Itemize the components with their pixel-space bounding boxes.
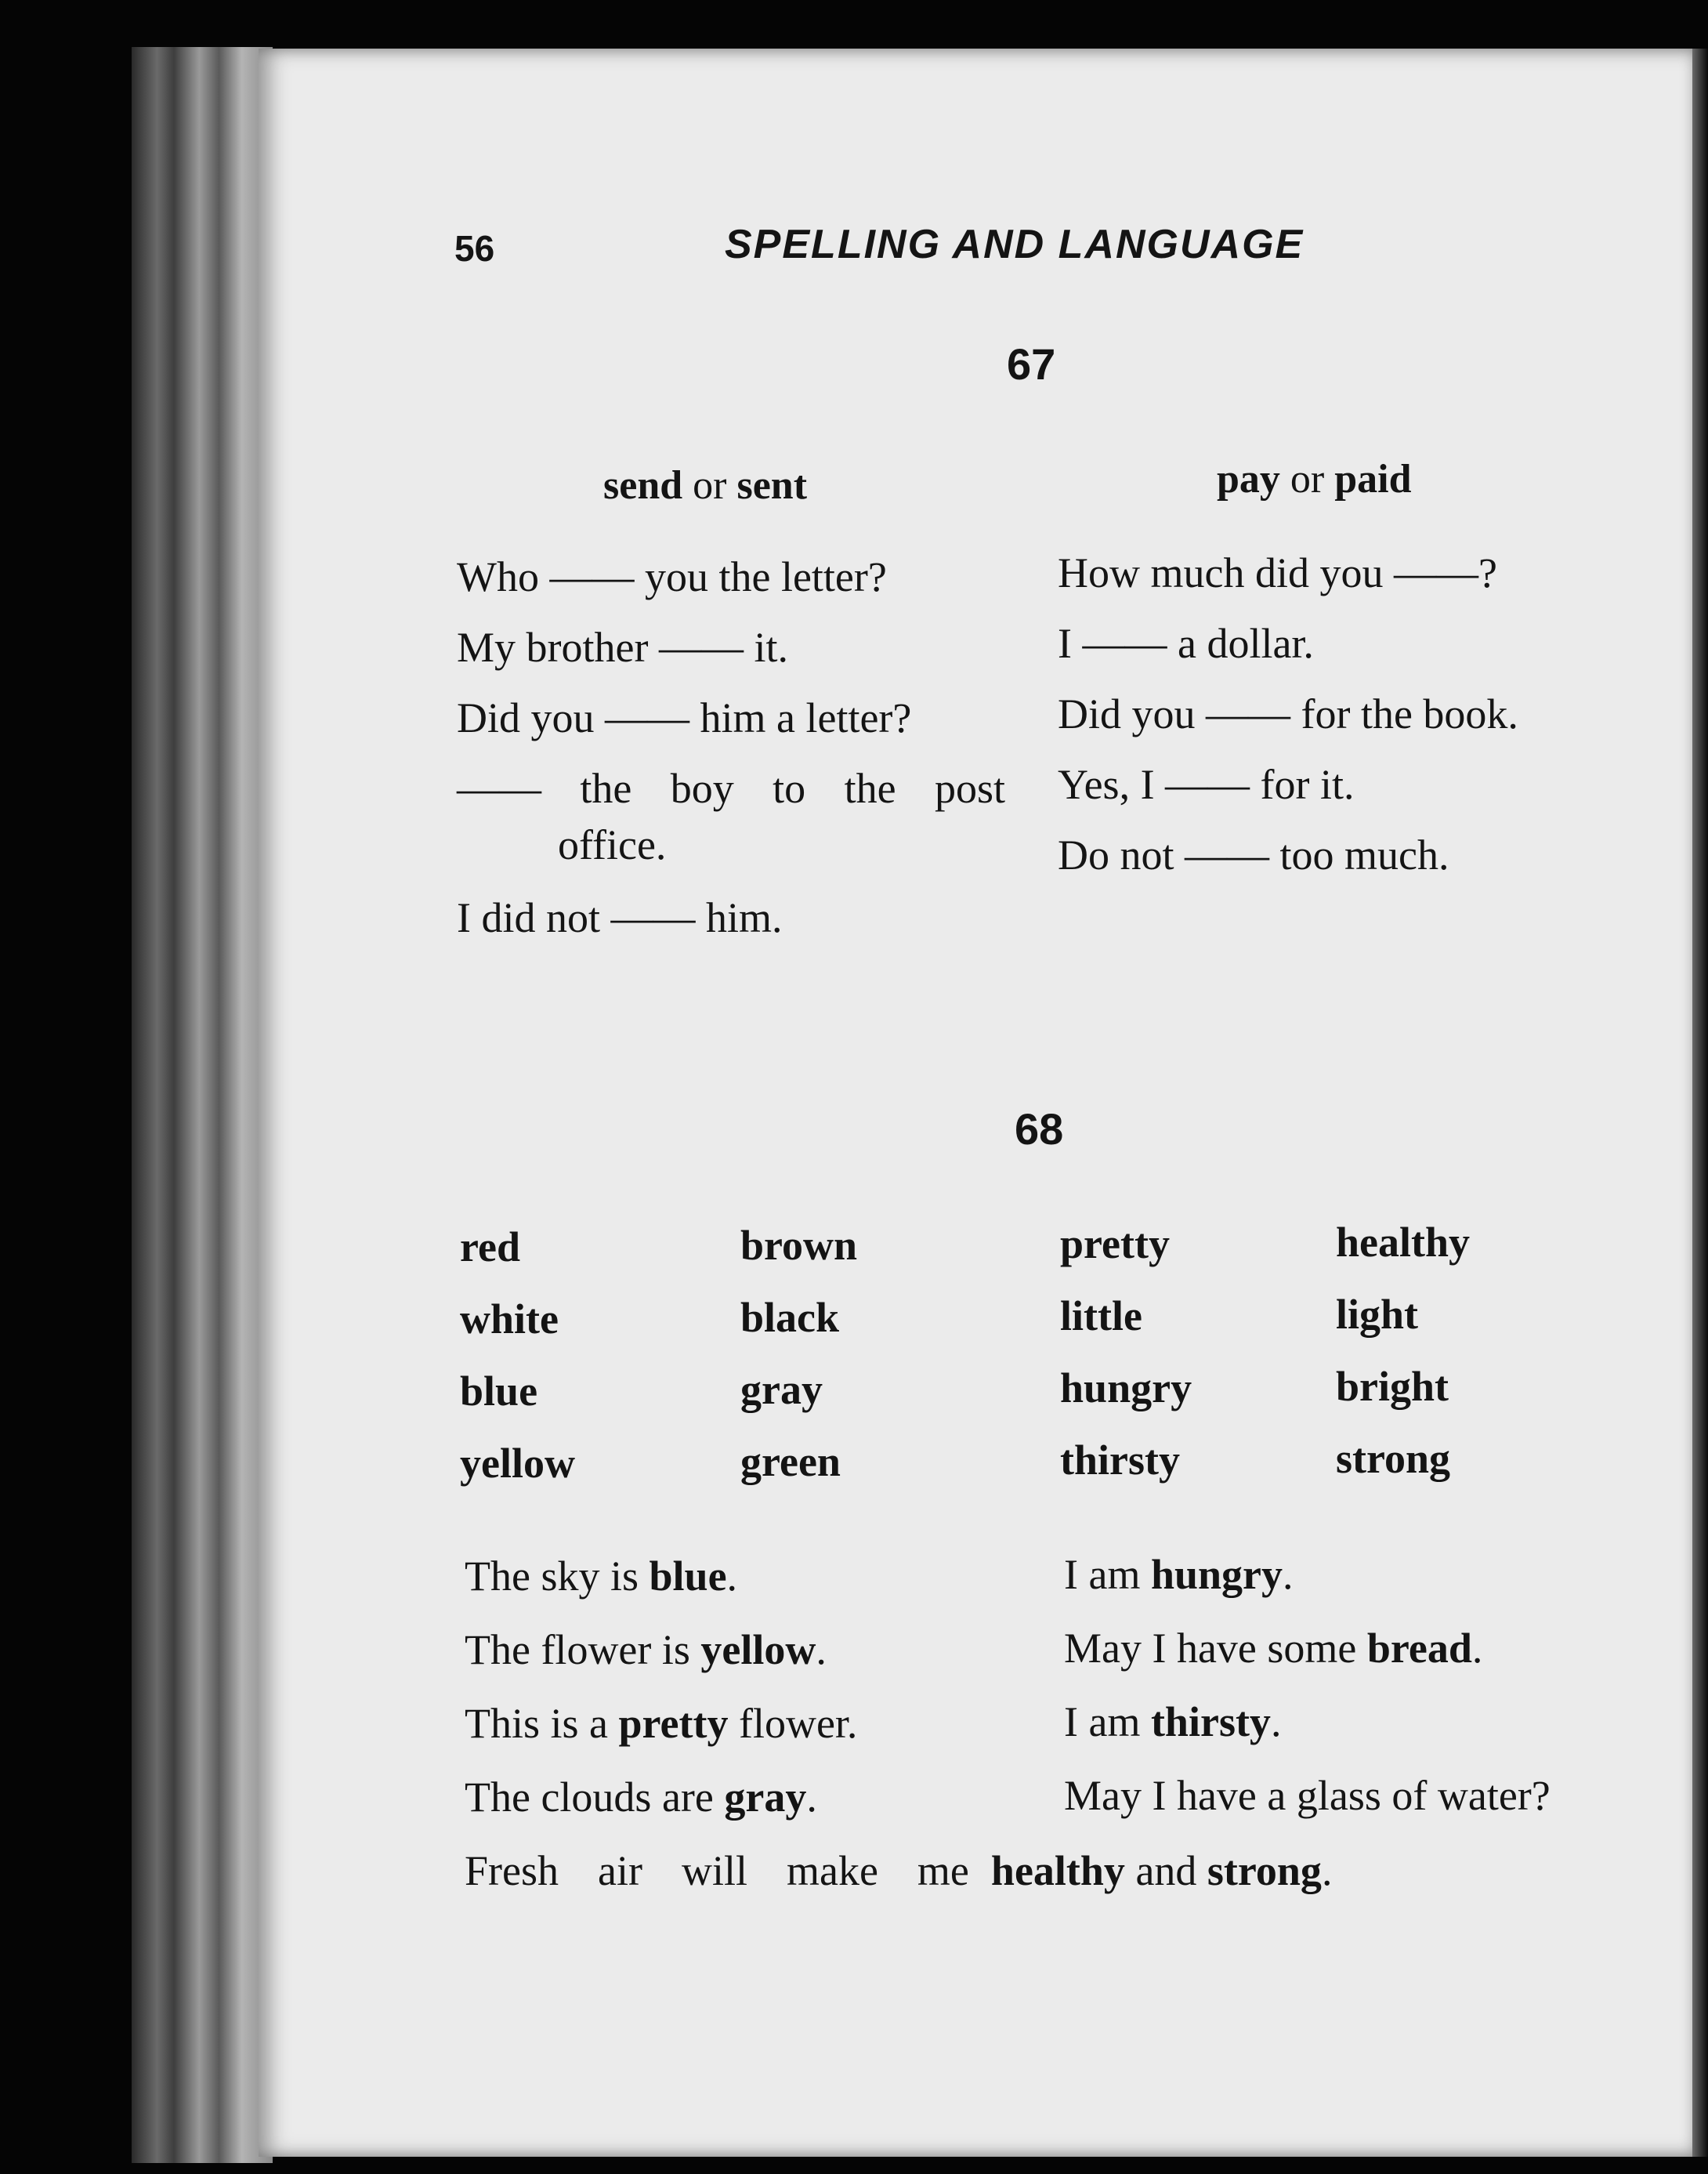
section-number-68: 68 [1015,1104,1064,1154]
line-word: the [580,765,632,812]
line-word: post [934,765,1005,812]
vocab-word: green [740,1438,841,1485]
left-heading [603,462,807,509]
vocab-word: blue [460,1368,538,1415]
exercise-line: Do not —— too much. [1058,832,1449,879]
page-edge [1692,49,1708,2157]
section-number-67: 67 [1007,339,1056,389]
example-sentence: The clouds are gray. [465,1774,817,1821]
closing-sentence: Fresh air will make me healthy and strong. [465,1847,1333,1894]
running-title: SPELLING AND LANGUAGE [725,222,1305,267]
exercise-line: Did you —— for the book. [1058,690,1518,737]
exercise-line: Yes, I —— for it. [1058,761,1355,808]
exercise-line: How much did you ——? [1058,549,1497,596]
heading-word: send [603,463,683,508]
exercise-line: My brother —— it. [457,624,788,671]
vocab-word: white [460,1295,559,1342]
line-word: —— [457,765,541,812]
book-edge [132,47,273,2163]
page-number: 56 [454,228,495,269]
exercise-line: Who —— you the letter? [457,553,887,600]
page [259,49,1700,2157]
example-sentence: The sky is blue. [465,1553,738,1600]
example-sentence: This is a pretty flower. [465,1700,858,1747]
vocab-word: brown [740,1222,858,1269]
vocab-word: black [740,1294,840,1341]
right-heading [1217,456,1412,502]
exercise-line [457,764,1005,813]
exercise-line: Did you —— him a letter? [457,694,912,741]
vocab-word: little [1060,1292,1142,1339]
vocab-word: healthy [1336,1219,1471,1266]
line-word: to [773,765,806,812]
line-word: boy [670,765,734,812]
exercise-line: I did not —— him. [457,894,783,941]
heading-or: or [693,463,727,508]
vocab-word: light [1336,1291,1419,1338]
vocab-word: red [460,1223,520,1270]
vocab-word: thirsty [1060,1437,1180,1484]
exercise-line: I —— a dollar. [1058,620,1314,667]
example-sentence: May I have some bread. [1064,1625,1483,1672]
heading-or: or [1290,457,1325,502]
vocab-word: pretty [1060,1220,1170,1267]
line-word: the [844,765,896,812]
example-sentence: I am hungry. [1064,1551,1294,1598]
vocab-word: bright [1336,1363,1449,1410]
example-sentence: May I have a glass of water? [1064,1772,1551,1819]
heading-word: sent [736,463,808,508]
vocab-word: hungry [1060,1364,1192,1411]
vocab-word: strong [1336,1435,1451,1482]
vocab-word: yellow [460,1440,575,1487]
example-sentence: I am thirsty. [1064,1698,1282,1745]
heading-word: pay [1217,457,1280,502]
heading-word: paid [1334,457,1412,502]
example-sentence: The flower is yellow. [465,1626,827,1673]
vocab-word: gray [740,1366,823,1413]
exercise-line: office. [558,821,667,868]
